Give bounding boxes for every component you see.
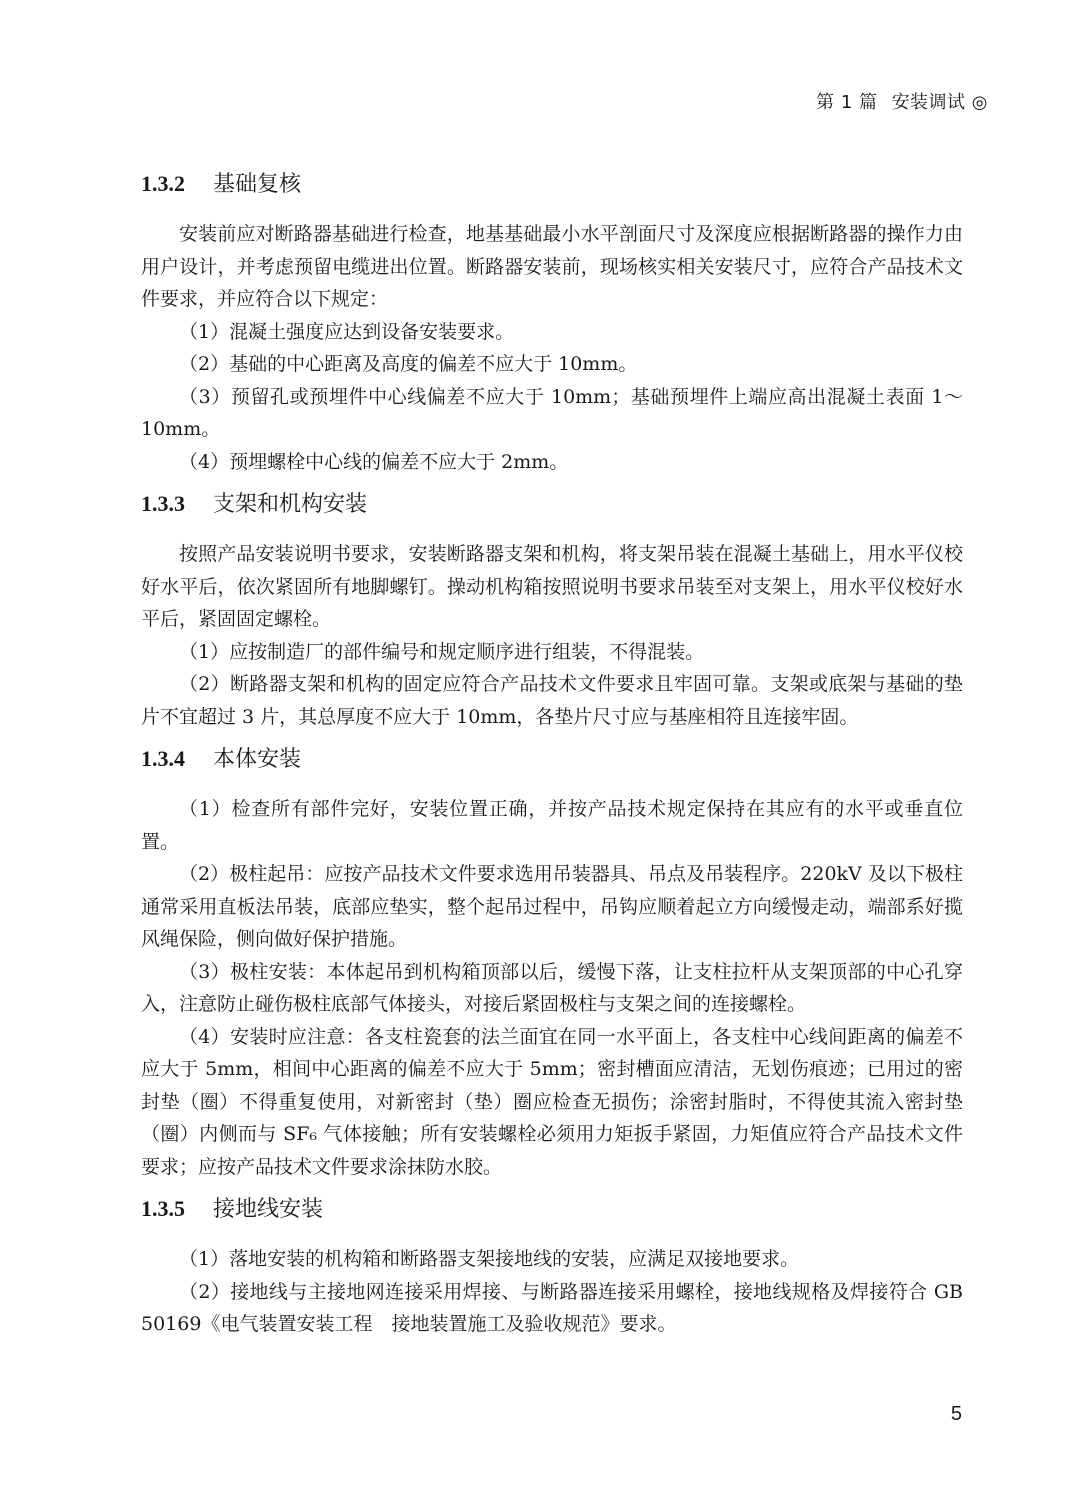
- list-item: （4）安装时应注意：各支柱瓷套的法兰面宜在同一水平面上，各支柱中心线间距离的偏差不应大于 5mm，相间中心距离的偏差不应大于 5mm；密封槽面应清洁，无划伤痕迹；已用过的密封垫（圈）不得重复使用，对新密封（垫）圈应检查无损伤；涂密封脂时，不得使其流入密封垫（圈）内侧而与 SF₆ 气体接触；所有安装螺栓必须用力矩扳手紧固，力矩值应符合产品技术文件要求；应按产品技术文件要求涂抹防水胶。: [141, 1025, 963, 1178]
- list-item: （3）极柱安装：本体起吊到机构箱顶部以后，缓慢下落，让支柱拉杆从支架顶部的中心孔穿入，注意防止碰伤极柱底部气体接头，对接后紧固极柱与支架之间的连接螺栓。: [141, 960, 963, 1015]
- header-part: 第 1 篇: [816, 92, 878, 113]
- section-title: 接地线安装: [213, 1197, 324, 1222]
- list-item: （1）检查所有部件完好，安装位置正确，并按产品技术规定保持在其应有的水平或垂直位置。: [141, 798, 963, 853]
- list-item: （2）接地线与主接地网连接采用焊接、与断路器连接采用螺栓，接地线规格及焊接符合 GB 50169《电气装置安装工程 接地装置施工及验收规范》要求。: [141, 1280, 963, 1335]
- section-title: 基础复核: [213, 172, 302, 197]
- paragraph: 安装前应对断路器基础进行检查，地基基础最小水平剖面尺寸及深度应根据断路器的操作力由用户设计，并考虑预留电缆进出位置。断路器安装前，现场核实相关安装尺寸，应符合产品技术文件要求，并应符合以下规定：: [141, 223, 963, 310]
- section-1-3-4: [141, 737, 963, 1183]
- page-content: [141, 162, 963, 1345]
- section-1-3-3: [141, 482, 963, 733]
- section-heading: [141, 1187, 963, 1231]
- section-heading: [141, 482, 963, 526]
- running-header: [816, 88, 988, 114]
- list-item: （2）极柱起吊：应按产品技术文件要求选用吊装器具、吊点及吊装程序。220kV 及以下极柱通常采用直板法吊装，底部应垫实，整个起吊过程中，吊钩应顺着起立方向缓慢走动，端部系好揽风绳保险，侧向做好保护措施。: [141, 863, 963, 950]
- list-item: （2）断路器支架和机构的固定应符合产品技术文件要求且牢固可靠。支架或底架与基础的垫片不宜超过 3 片，其总厚度不应大于 10mm，各垫片尺寸应与基座相符且连接牢固。: [141, 673, 963, 728]
- list-item: （1）应按制造厂的部件编号和规定顺序进行组装，不得混装。: [179, 640, 705, 663]
- section-title: 本体安装: [213, 747, 302, 772]
- header-title: 安装调试 ◎: [891, 92, 988, 113]
- page-number: 5: [950, 1403, 962, 1425]
- section-number: 1.3.5: [141, 1196, 185, 1221]
- section-1-3-5: [141, 1187, 963, 1341]
- section-1-3-2: [141, 162, 963, 478]
- section-title: 支架和机构安装: [213, 492, 368, 517]
- list-item: （4）预埋螺栓中心线的偏差不应大于 2mm。: [179, 450, 569, 473]
- list-item: （2）基础的中心距离及高度的偏差不应大于 10mm。: [179, 353, 638, 375]
- list-item: （1）混凝土强度应达到设备安装要求。: [179, 320, 515, 343]
- section-number: 1.3.3: [141, 491, 185, 516]
- list-item: （1）落地安装的机构箱和断路器支架接地线的安装，应满足双接地要求。: [179, 1248, 800, 1270]
- section-number: 1.3.4: [141, 746, 185, 771]
- paragraph: 按照产品安装说明书要求，安装断路器支架和机构，将支架吊装在混凝土基础上，用水平仪校好水平后，依次紧固所有地脚螺钉。操动机构箱按照说明书要求吊装至对支架上，用水平仪校好水平后，紧固固定螺栓。: [141, 543, 963, 630]
- section-number: 1.3.2: [141, 171, 185, 196]
- section-heading: [141, 162, 963, 206]
- list-item: （3）预留孔或预埋件中心线偏差不应大于 10mm；基础预埋件上端应高出混凝土表面 1～10mm。: [141, 385, 963, 440]
- section-heading: [141, 737, 963, 781]
